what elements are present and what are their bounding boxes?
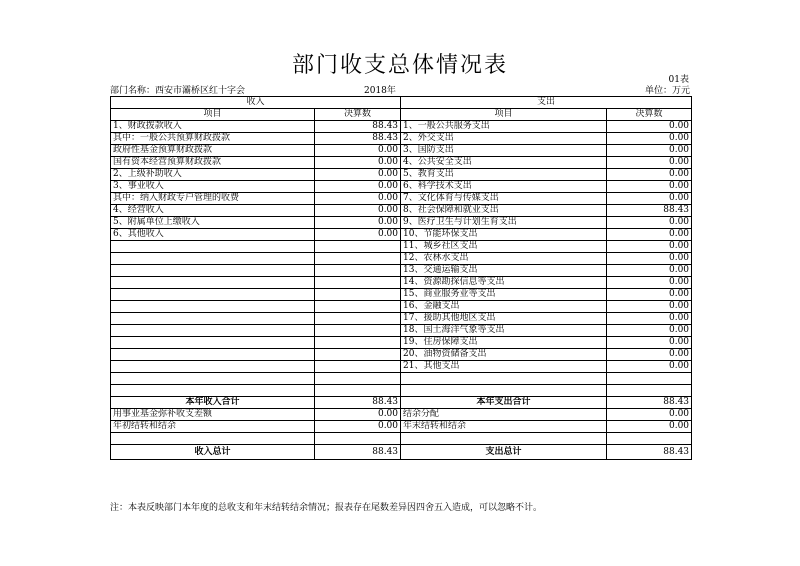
income-value	[315, 313, 401, 325]
expense-section-header: 支出	[401, 97, 692, 109]
income-value: 88.43	[315, 121, 401, 133]
income-item: 6、其他收入	[111, 229, 315, 241]
income-value: 0.00	[315, 217, 401, 229]
income-item	[111, 277, 315, 289]
expense-item: 2、外交支出	[401, 133, 607, 145]
expense-item: 14、资源勘探信息等支出	[401, 277, 607, 289]
fund-gap-value: 0.00	[315, 409, 401, 421]
table-row	[111, 169, 692, 181]
income-item: 4、经营收入	[111, 205, 315, 217]
footnote: 注：本表反映部门本年度的总收支和年末结转结余情况；报表存在尾数差异因四舍五入造成，可以忽略不计。	[110, 503, 543, 513]
income-value: 0.00	[315, 169, 401, 181]
department-name: 部门名称：西安市灞桥区红十字会	[110, 86, 246, 96]
expense-value: 0.00	[607, 253, 692, 265]
income-item: 5、附属单位上缴收入	[111, 217, 315, 229]
expense-item: 9、医疗卫生与计划生育支出	[401, 217, 607, 229]
income-item	[111, 301, 315, 313]
table-row	[111, 325, 692, 337]
expense-value: 0.00	[607, 193, 692, 205]
expense-item: 8、社会保障和就业支出	[401, 205, 607, 217]
surplus-alloc-label: 结余分配	[401, 409, 607, 421]
income-item-header: 项目	[111, 109, 315, 121]
expense-item: 11、城乡社区支出	[401, 241, 607, 253]
expense-value: 0.00	[607, 325, 692, 337]
table-row	[111, 157, 692, 169]
spacer-row	[111, 373, 692, 385]
expense-value: 0.00	[607, 133, 692, 145]
income-item	[111, 325, 315, 337]
expense-item: 6、科学技术支出	[401, 181, 607, 193]
grand-total-row	[111, 445, 692, 460]
income-value: 0.00	[315, 145, 401, 157]
report-title: 部门收支总体情况表	[291, 53, 508, 78]
table-row	[111, 181, 692, 193]
expense-value: 0.00	[607, 277, 692, 289]
income-amount-header: 决算数	[315, 109, 401, 121]
balance-row	[111, 421, 692, 433]
spacer-row	[111, 433, 692, 445]
income-item: 政府性基金预算财政拨款	[111, 145, 315, 157]
expense-value: 0.00	[607, 157, 692, 169]
fund-gap-label: 用事业基金弥补收支差额	[111, 409, 315, 421]
expense-value: 0.00	[607, 217, 692, 229]
expense-value: 0.00	[607, 241, 692, 253]
income-value	[315, 265, 401, 277]
expense-value: 0.00	[607, 337, 692, 349]
end-balance-value: 0.00	[607, 421, 692, 433]
income-item	[111, 337, 315, 349]
income-value	[315, 361, 401, 373]
expense-item: 4、公共安全支出	[401, 157, 607, 169]
expense-item: 15、商业服务业等支出	[401, 289, 607, 301]
income-item	[111, 289, 315, 301]
income-item	[111, 253, 315, 265]
table-row	[111, 337, 692, 349]
income-item: 其中：纳入财政专户管理的收费	[111, 193, 315, 205]
report-year: 2018年	[364, 86, 396, 96]
income-total-label: 本年收入合计	[111, 397, 315, 409]
spacer-row	[111, 385, 692, 397]
table-row	[111, 121, 692, 133]
table-row	[111, 277, 692, 289]
table-row	[111, 361, 692, 373]
annual-total-row	[111, 397, 692, 409]
table-row	[111, 193, 692, 205]
expense-total-label: 本年支出合计	[401, 397, 607, 409]
table-row	[111, 205, 692, 217]
expense-item: 19、住房保障支出	[401, 337, 607, 349]
table-row	[111, 145, 692, 157]
balance-row	[111, 409, 692, 421]
income-value: 0.00	[315, 181, 401, 193]
expense-item: 16、金融支出	[401, 301, 607, 313]
income-item	[111, 313, 315, 325]
table-row	[111, 349, 692, 361]
expense-item: 3、国防支出	[401, 145, 607, 157]
income-item	[111, 349, 315, 361]
income-item: 2、上级补助收入	[111, 169, 315, 181]
budget-table	[110, 96, 692, 460]
expense-value: 0.00	[607, 361, 692, 373]
expense-value: 0.00	[607, 145, 692, 157]
table-row	[111, 253, 692, 265]
begin-balance-label: 年初结转和结余	[111, 421, 315, 433]
table-row	[111, 133, 692, 145]
surplus-alloc-value: 0.00	[607, 409, 692, 421]
income-item	[111, 265, 315, 277]
expense-item: 1、一般公共服务支出	[401, 121, 607, 133]
expense-item: 17、援助其他地区支出	[401, 313, 607, 325]
expense-value: 0.00	[607, 229, 692, 241]
income-item	[111, 241, 315, 253]
income-total-value: 88.43	[315, 397, 401, 409]
report-meta	[110, 83, 690, 95]
expense-item: 5、教育支出	[401, 169, 607, 181]
income-item: 3、事业收入	[111, 181, 315, 193]
expense-item: 7、文化体育与传媒支出	[401, 193, 607, 205]
begin-balance-value: 0.00	[315, 421, 401, 433]
income-item	[111, 361, 315, 373]
table-row	[111, 229, 692, 241]
income-section-header: 收入	[111, 97, 401, 109]
income-value	[315, 301, 401, 313]
income-value	[315, 241, 401, 253]
income-value: 0.00	[315, 193, 401, 205]
expense-value: 0.00	[607, 289, 692, 301]
income-value	[315, 277, 401, 289]
income-value: 0.00	[315, 229, 401, 241]
income-value	[315, 337, 401, 349]
expense-value: 0.00	[607, 181, 692, 193]
income-item: 国有资本经营预算财政拨款	[111, 157, 315, 169]
table-row	[111, 301, 692, 313]
table-row	[111, 217, 692, 229]
table-row	[111, 289, 692, 301]
grand-expense-value: 88.43	[607, 445, 692, 460]
expense-value: 0.00	[607, 313, 692, 325]
expense-item: 13、交通运输支出	[401, 265, 607, 277]
table-row	[111, 241, 692, 253]
income-value: 0.00	[315, 157, 401, 169]
income-value	[315, 325, 401, 337]
income-value	[315, 349, 401, 361]
column-header-row	[111, 109, 692, 121]
end-balance-label: 年末结转和结余	[401, 421, 607, 433]
currency-unit: 单位：万元	[644, 86, 690, 96]
table-row	[111, 265, 692, 277]
expense-item-header: 项目	[401, 109, 607, 121]
grand-income-value: 88.43	[315, 445, 401, 460]
expense-item: 10、节能环保支出	[401, 229, 607, 241]
expense-value: 0.00	[607, 169, 692, 181]
income-value: 88.43	[315, 133, 401, 145]
expense-item: 21、其他支出	[401, 361, 607, 373]
expense-value: 88.43	[607, 205, 692, 217]
expense-item: 18、国土海洋气象等支出	[401, 325, 607, 337]
expense-value: 0.00	[607, 265, 692, 277]
grand-income-label: 收入总计	[111, 445, 315, 460]
income-value	[315, 289, 401, 301]
form-number: 01表	[668, 75, 689, 85]
income-value	[315, 253, 401, 265]
income-item: 其中：一般公共预算财政拨款	[111, 133, 315, 145]
grand-expense-label: 支出总计	[401, 445, 607, 460]
expense-total-value: 88.43	[607, 397, 692, 409]
income-value: 0.00	[315, 205, 401, 217]
expense-amount-header: 决算数	[607, 109, 692, 121]
table-row	[111, 313, 692, 325]
expense-value: 0.00	[607, 121, 692, 133]
section-header-row	[111, 97, 692, 109]
expense-value: 0.00	[607, 301, 692, 313]
income-item: 1、财政拨款收入	[111, 121, 315, 133]
expense-item: 20、油物资储备支出	[401, 349, 607, 361]
expense-value: 0.00	[607, 349, 692, 361]
expense-item: 12、农林水支出	[401, 253, 607, 265]
